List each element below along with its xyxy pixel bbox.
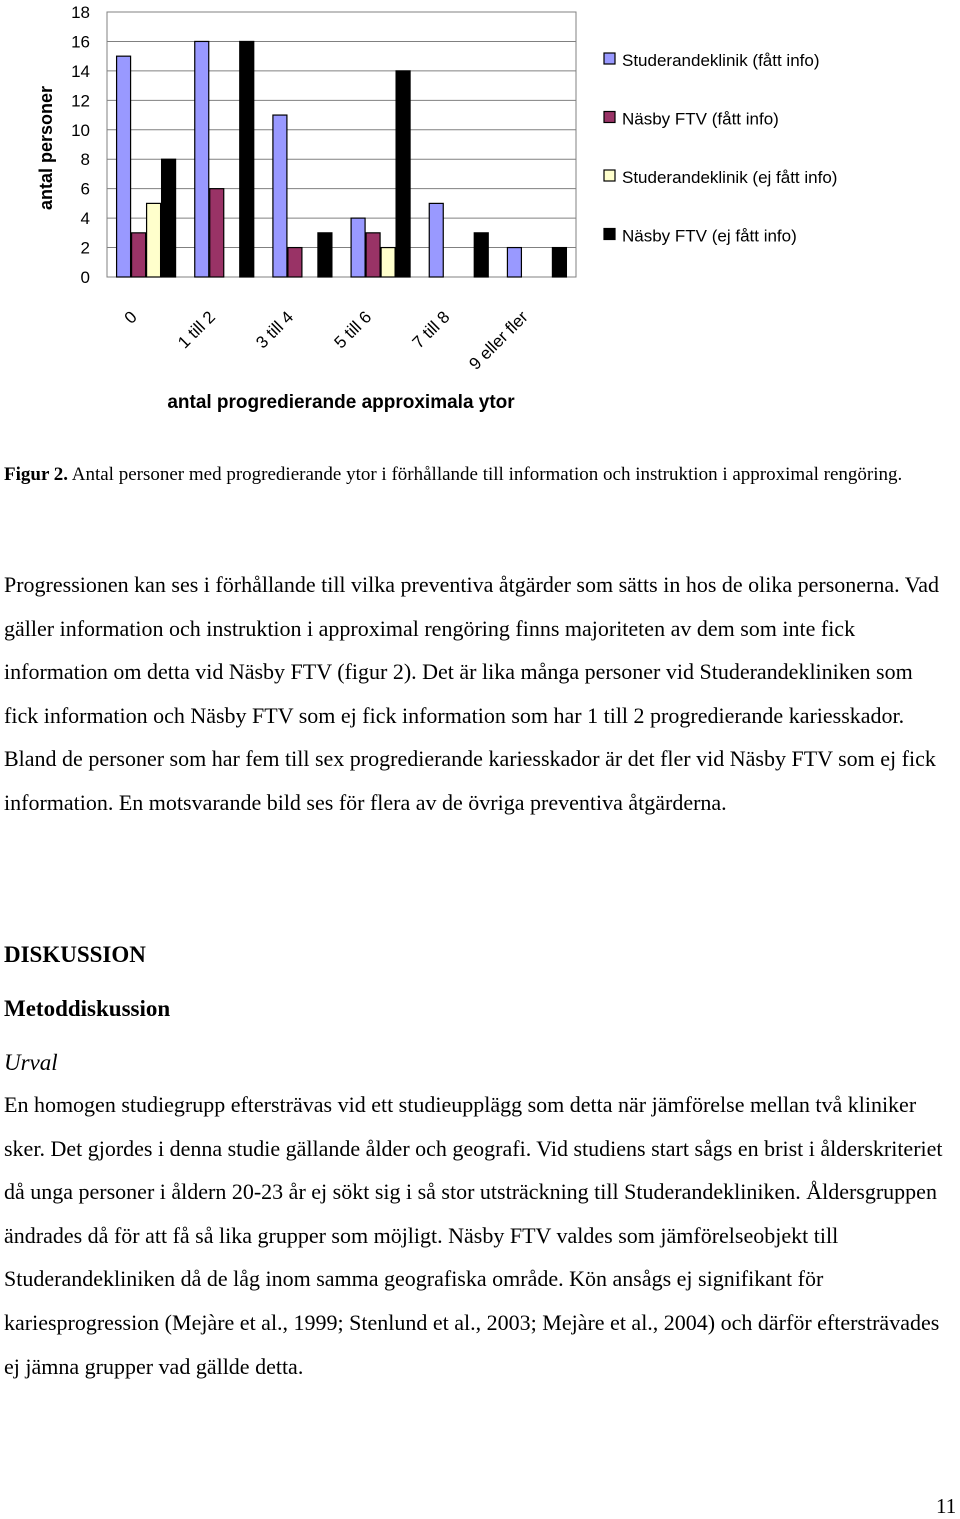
y-tick-label: 4 bbox=[80, 209, 90, 229]
x-tick-label: 1 till 2 bbox=[174, 307, 219, 353]
legend-swatch bbox=[604, 170, 615, 181]
x-tick-label: 7 till 8 bbox=[408, 307, 454, 353]
x-tick-label: 0 bbox=[120, 307, 141, 328]
x-tick-labels bbox=[121, 307, 532, 373]
y-tick-label: 10 bbox=[71, 120, 90, 140]
figure-caption bbox=[4, 456, 934, 493]
bar bbox=[381, 248, 395, 277]
bar-chart bbox=[0, 0, 960, 420]
body-paragraph-sample: En homogen studiegrupp eftersträvas vid ett studieupplägg som detta när jämförelse mellan två kliniker sker. Det gjordes i denna studie gällande ålder och geografi. Vid studiens start sågs en brist i ålderskriteriet då unga personer i åldern 20-23 år ej sökt sig i så stor utsträckning till Studerandekliniken. Åldersgruppen ändrades då för att få så lika grupper som möjligt. Näsby FTV valdes som jämförelseobjekt till Studerandekliniken då de låg inom samma geografiska område. Kön ansågs ej signifikant för kariesprogression (Mejàre et al., 1999; Stenlund et al., 2003; Mejàre et al., 2004) och därför eftersträvades ej jämna grupper vad gällde detta. bbox=[4, 1092, 943, 1379]
bar bbox=[507, 248, 521, 277]
bar bbox=[474, 233, 488, 277]
bar bbox=[366, 233, 380, 277]
bar bbox=[429, 203, 443, 277]
section-heading-discussion: DISKUSSION bbox=[4, 942, 146, 967]
bar bbox=[396, 71, 410, 277]
figure-caption-text: Antal personer med progredierande ytor i förhållande till information och instruktion i approximal rengöring. bbox=[68, 464, 903, 485]
bar bbox=[117, 56, 131, 277]
legend bbox=[604, 51, 837, 246]
y-tick-label: 6 bbox=[80, 179, 90, 199]
legend-swatch bbox=[604, 112, 615, 123]
y-tick-label: 16 bbox=[71, 32, 90, 52]
y-tick-labels bbox=[71, 3, 90, 287]
y-tick-label: 18 bbox=[71, 3, 90, 22]
bar bbox=[318, 233, 332, 277]
plot-area bbox=[107, 12, 576, 277]
legend-label: Studerandeklinik (fått info) bbox=[622, 51, 820, 70]
bar bbox=[162, 159, 176, 277]
legend-swatch bbox=[604, 229, 615, 240]
body-paragraph-results: Progressionen kan ses i förhållande till vilka preventiva åtgärder som sätts in hos de olika personerna. Vad gäller information och instruktion i approximal rengöring finns majoriteten av dem som inte fick information om detta vid Näsby FTV (figur 2). Det är lika många personer vid Studerandekliniken som fick information och Näsby FTV som ej fick information som har 1 till 2 progredierande kariesskador. Bland de personer som har fem till sex progredierande kariesskador är det fler vid Näsby FTV som ej fick information. En motsvarande bild ses för flera av de övriga preventiva åtgärderna. bbox=[4, 572, 939, 815]
legend-label: Näsby FTV (fått info) bbox=[622, 109, 779, 129]
figure-caption-label: Figur 2. bbox=[4, 464, 69, 485]
x-tick-label: 9 eller fler bbox=[465, 307, 532, 374]
bar bbox=[147, 203, 161, 277]
legend-swatch bbox=[604, 53, 615, 64]
legend-label: Näsby FTV (ej fått info) bbox=[622, 226, 797, 246]
bar bbox=[288, 248, 302, 277]
bar bbox=[351, 218, 365, 277]
y-tick-label: 2 bbox=[80, 238, 90, 258]
legend-label: Studerandeklinik (ej fått info) bbox=[622, 168, 838, 187]
x-tick-label: 5 till 6 bbox=[330, 307, 376, 353]
x-tick-label: 3 till 4 bbox=[252, 307, 298, 353]
bar bbox=[273, 115, 287, 277]
bar bbox=[132, 233, 146, 277]
y-axis-label: antal personer bbox=[36, 85, 56, 211]
y-tick-label: 8 bbox=[80, 150, 90, 170]
bar bbox=[552, 248, 566, 277]
y-tick-label: 14 bbox=[71, 61, 90, 81]
bar bbox=[195, 41, 209, 277]
page-number: 11 bbox=[936, 1494, 957, 1518]
bar bbox=[210, 189, 224, 277]
bar bbox=[240, 41, 254, 277]
subsection-heading-method: Metoddiskussion bbox=[4, 996, 171, 1021]
x-axis-label: antal progredierande approximala ytor bbox=[167, 392, 515, 413]
y-tick-label: 0 bbox=[80, 268, 90, 287]
subheading-sample: Urval bbox=[4, 1050, 58, 1075]
y-tick-label: 12 bbox=[71, 91, 90, 111]
